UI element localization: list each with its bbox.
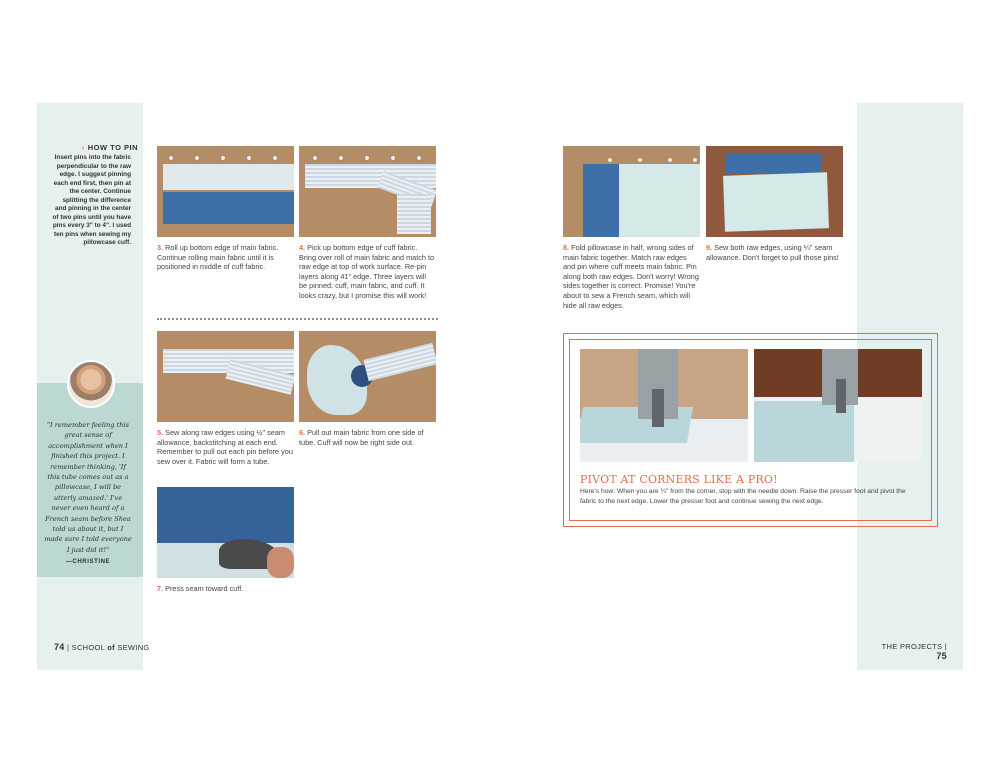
step-7-photo xyxy=(157,487,294,578)
how-to-pin-heading: HOW TO PIN xyxy=(87,143,138,152)
left-folio-title-b: SEWING xyxy=(114,643,150,652)
right-folio xyxy=(870,642,947,661)
how-to-pin-title xyxy=(58,143,138,152)
step-3-text: Roll up bottom edge of main fabric. Continue rolling main fabric until it is positioned in middle of cuff fabric. xyxy=(157,243,279,272)
step-8-photo xyxy=(563,146,700,237)
step-4-text: Pick up bottom edge of cuff fabric. Bring over roll of main fabric and match to raw edge at top of work surface. Re-pin layers along 41" edge. Three layers will be pinned: cuff, main fabric, and cuff. It looks crazy, but I promise this will work! xyxy=(299,243,435,300)
step-7-caption xyxy=(157,584,294,594)
left-page-number: 74 xyxy=(54,642,65,652)
step-7-number: 7. xyxy=(157,584,164,593)
step-3-photo xyxy=(157,146,294,237)
folio-separator: | xyxy=(67,643,72,652)
left-folio xyxy=(54,642,174,652)
step-8-text: Fold pillowcase in half, wrong sides of main fabric together. Match raw edges and pin where cuff meets main fabric. Pin along both raw edges. Don't worry! Wrong sides together is correct. Promise! You're about to sew a French seam, which will hide all raw edges. xyxy=(563,243,699,310)
step-9-photo xyxy=(706,146,843,237)
section-divider xyxy=(157,318,438,320)
folio-separator-right: | xyxy=(944,642,947,651)
step-7-text: Press seam toward cuff. xyxy=(165,584,244,593)
step-6-text: Pull out main fabric from one side of tube. Cuff will now be right side out. xyxy=(299,428,424,447)
step-5-photo xyxy=(157,331,294,422)
step-9-number: 9. xyxy=(706,243,713,252)
step-4-caption xyxy=(299,243,436,301)
step-3-caption xyxy=(157,243,294,272)
step-6-photo xyxy=(299,331,436,422)
sewing-machine-photo-1 xyxy=(580,349,748,462)
quote-text: "I remember feeling this great sense of accomplishment when I finished this project. I remember thinking, 'If this tube comes out as a pillowcase, I will be utterly amazed.' I've never even heard of a French seam before Shea told us about it, but I made sure I told everyone I just did it!" xyxy=(44,421,132,554)
step-9-caption xyxy=(706,243,843,262)
right-folio-title: THE PROJECTS xyxy=(881,642,943,651)
step-5-text: Sew along raw edges using ½" seam allowance, backstitching at each end. Remember to pull out each pin before you sew over it. Fabric will form a tube. xyxy=(157,428,293,466)
left-folio-title-of: of xyxy=(107,643,115,652)
step-9-text: Sew both raw edges, using ¼" seam allowance. Don't forget to pull those pins! xyxy=(706,243,839,262)
step-5-number: 5. xyxy=(157,428,164,437)
step-3-number: 3. xyxy=(157,243,164,252)
callout-title: PIVOT AT CORNERS LIKE A PRO! xyxy=(580,473,778,486)
step-4-photo xyxy=(299,146,436,237)
left-folio-title-a: SCHOOL xyxy=(71,643,108,652)
callout-text: Here's how: When you are ¼" from the corner, stop with the needle down. Raise the presser foot and pivot the fabric to the next edge. Lower the presser foot and continue sewing the next edge. xyxy=(580,488,906,505)
how-to-pin-text: Insert pins into the fabric perpendicular to the raw edge. I suggest pinning each end first, then pin at the center. Continue splitting the difference and pinning in the center of two pins until you have pins every 3" to 4". I used ten pins when sewing my pillowcase cuff. xyxy=(52,154,131,246)
right-page-number: 75 xyxy=(936,651,947,661)
quote-author: —CHRISTINE xyxy=(65,559,111,565)
step-8-caption xyxy=(563,243,700,310)
step-4-number: 4. xyxy=(299,243,306,252)
sewing-machine-photo-2 xyxy=(754,349,922,462)
step-8-number: 8. xyxy=(563,243,570,252)
chevron-right-icon: › xyxy=(81,143,85,152)
author-avatar xyxy=(67,360,115,408)
step-6-caption xyxy=(299,428,436,447)
step-6-number: 6. xyxy=(299,428,306,437)
step-5-caption xyxy=(157,428,294,466)
